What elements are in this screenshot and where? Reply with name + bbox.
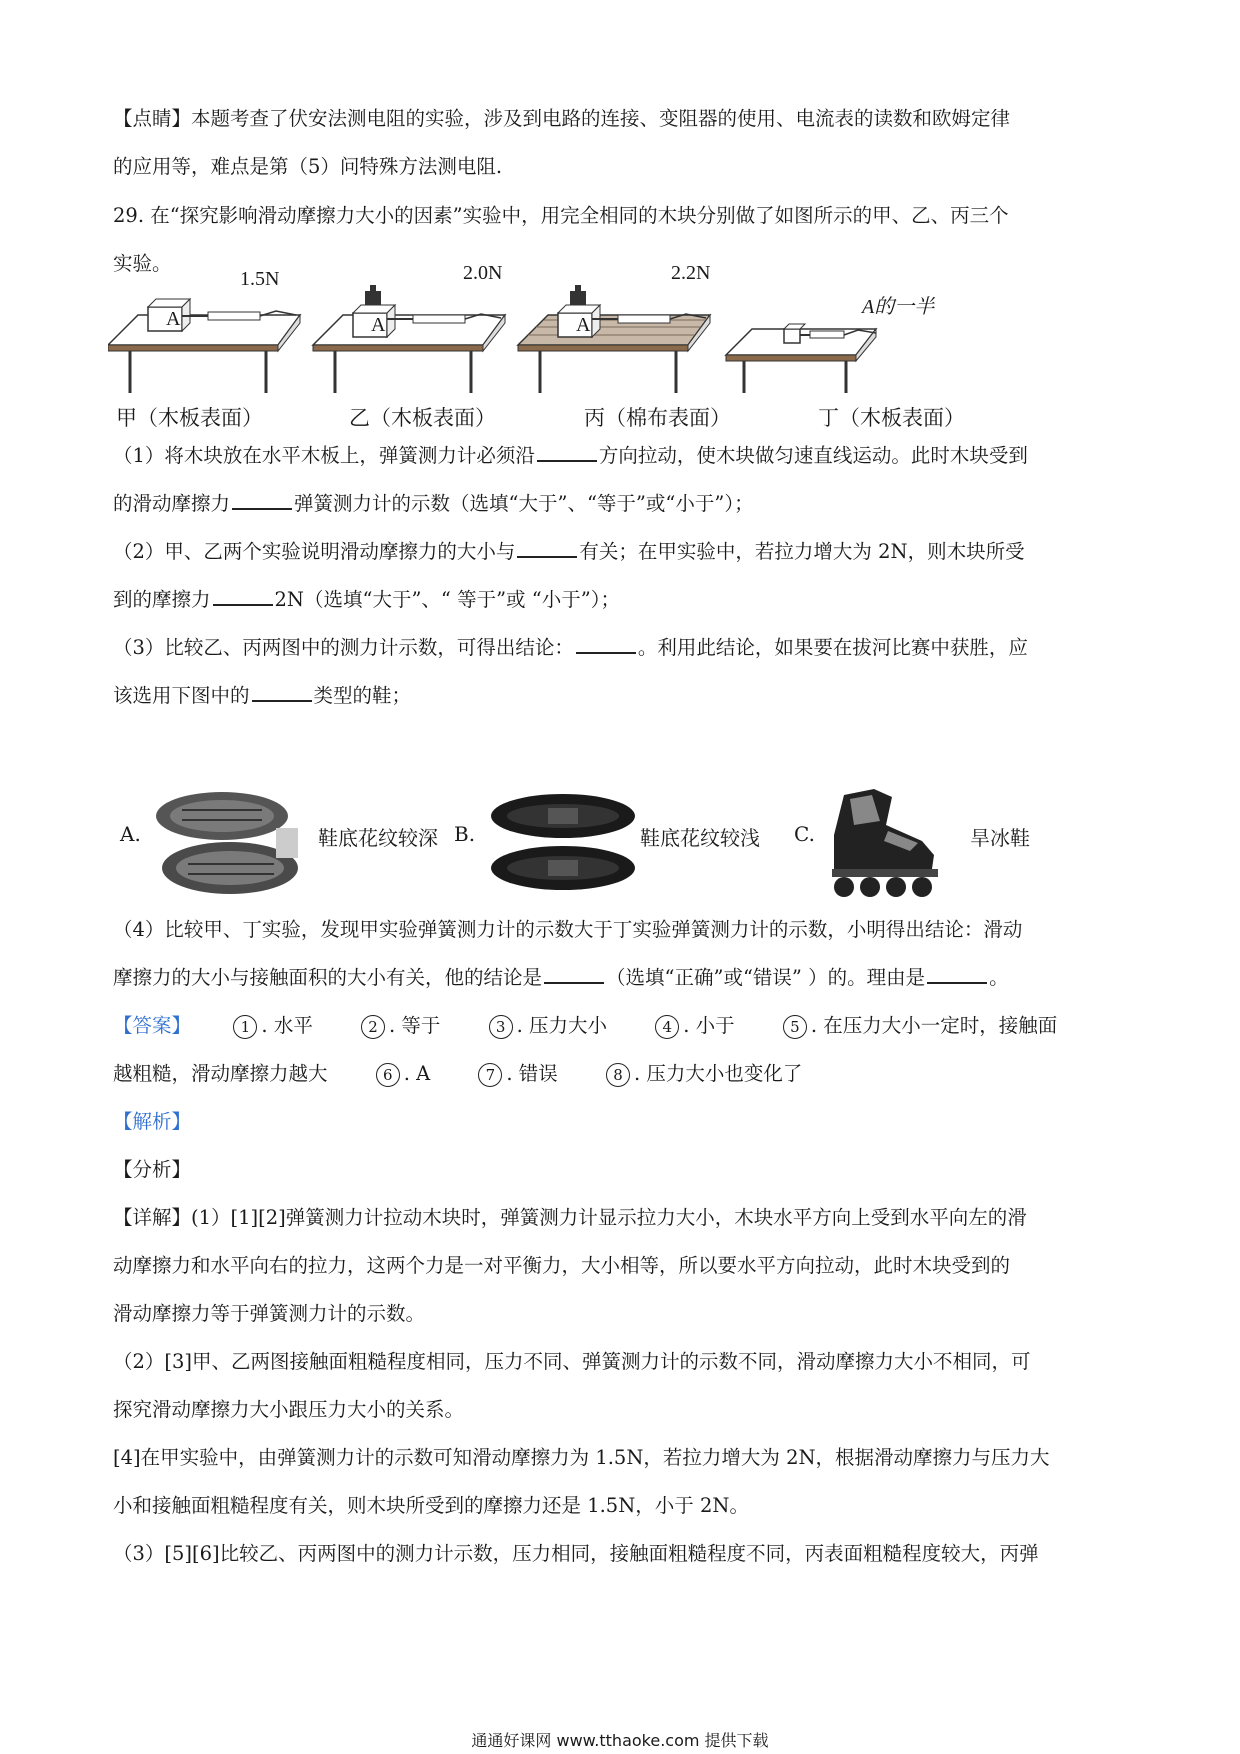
question-29-line1: 29. 在“探究影响滑动摩擦力大小的因素”实验中，用完全相同的木块分别做了如图所示的甲、乙、丙三个 [113,204,1009,227]
option-c-letter: C. [794,822,815,846]
answer-6: 6 . A [376,1062,430,1085]
detail-line6: [4]在甲实验中，由弹簧测力计的示数可知滑动摩擦力为 1.5N，若拉力增大为 2N，根据滑动摩擦力与压力大 [113,1446,1050,1469]
shoe-a-image [152,788,302,898]
force-label-3: 2.2N [671,262,711,284]
option-a-label: 鞋底花纹较深 [318,826,438,850]
block-label-2: A [371,314,386,336]
option-b-letter: B. [454,822,476,846]
figure-ding [726,324,876,393]
block-label-1: A [166,308,181,330]
q2-line1: （2）甲、乙两个实验说明滑动摩擦力的大小与 有关；在甲实验中，若拉力增大为 2N，则木块所受 [113,528,1133,576]
q4-line2: 摩擦力的大小与接触面积的大小有关，他的结论是 （选填“正确”或“错误” ）的。理由是 。 [113,954,1133,1002]
figure-yi [313,285,505,393]
inline-skate-image [814,785,954,900]
option-a-letter: A. [120,822,141,846]
detail-line4: （2）[3]甲、乙两图接触面粗糙程度相同，压力不同、弹簧测力计的示数不同，滑动摩擦力大小不相同，可 [113,1350,1031,1373]
q3-line1: （3）比较乙、丙两图中的测力计示数，可得出结论： 。利用此结论，如果要在拔河比赛中获胜，应 [113,624,1133,672]
answer-label: 【答案】 [113,1014,192,1037]
answer-2: 2 . 等于 [361,1014,440,1037]
detail-line3: 滑动摩擦力等于弹簧测力计的示数。 [113,1302,426,1325]
detail-line8: （3）[5][6]比较乙、丙两图中的测力计示数，压力相同，接触面粗糙程度不同，丙表面粗糙程度较大，丙弹 [113,1542,1039,1565]
q4-line1: （4）比较甲、丁实验，发现甲实验弹簧测力计的示数大于丁实验弹簧测力计的示数，小明得出结论：滑动 [113,918,1023,941]
fenxi-heading: 【分析】 [113,1158,192,1181]
force-label-1: 1.5N [240,268,280,290]
caption-bing: 丙（棉布表面） [584,406,731,430]
blank-6[interactable] [252,680,312,702]
dianjing-line1: 【点睛】本题考查了伏安法测电阻的实验，涉及到电路的连接、变阻器的使用、电流表的读数和欧姆定律 [113,107,1011,130]
caption-jia: 甲（木板表面） [116,406,263,430]
blank-7[interactable] [544,962,604,984]
q2-line2: 到的摩擦力 2N（选填“大于”、“ 等于”或 “小于”）； [113,576,1133,624]
answer-5: 5 . 在压力大小一定时，接触面 [783,1014,1057,1037]
blank-3[interactable] [517,536,577,558]
detail-line7: 小和接触面粗糙程度有关，则木块所受到的摩擦力还是 1.5N，小于 2N。 [113,1494,749,1517]
caption-ding: 丁（木板表面） [818,406,965,430]
detail-line2: 动摩擦力和水平向右的拉力，这两个力是一对平衡力，大小相等，所以要水平方向拉动，此时木块受到的 [113,1254,1011,1277]
shoe-b-image [488,790,638,895]
dianjing-line2: 的应用等，难点是第（5）问特殊方法测电阻. [113,155,503,178]
answer-line1 [113,1002,1133,1050]
detail-line1: 【详解】(1）[1][2]弹簧测力计拉动木块时，弹簧测力计显示拉力大小，木块水平方向上受到水平向左的滑 [113,1206,1027,1229]
q3-line2: 该选用下图中的 类型的鞋； [113,672,1133,720]
option-b-label: 鞋底花纹较浅 [640,826,760,850]
blank-2[interactable] [232,488,292,510]
caption-yi: 乙（木板表面） [349,406,496,430]
answer-3: 3 . 压力大小 [489,1014,607,1037]
experiment-figures [108,285,908,400]
option-c-label: 旱冰鞋 [970,826,1030,850]
answer-line2: 越粗糙，滑动摩擦力越大 6 . A 7 . 错误 8 . 压力大小也变化了 [113,1062,803,1085]
q1-line1: （1）将木块放在水平木板上，弹簧测力计必须沿 方向拉动，使木块做匀速直线运动。此时木块受到 [113,432,1133,480]
force-label-2: 2.0N [463,262,503,284]
answer-1: 1 . 水平 [233,1014,312,1037]
block-label-3: A [576,314,591,336]
blank-5[interactable] [576,632,636,654]
jiexi-heading: 【解析】 [113,1110,192,1133]
figure-jia [108,299,300,393]
answer-4: 4 . 小于 [655,1014,734,1037]
blank-4[interactable] [213,584,273,606]
answer-8: 8 . 压力大小也变化了 [606,1062,802,1085]
detail-line5: 探究滑动摩擦力大小跟压力大小的关系。 [113,1398,465,1421]
blank-1[interactable] [537,440,597,462]
page-footer[interactable]: 通通好课网 www.tthaoke.com 提供下载 [471,1731,769,1750]
figure-bing [518,285,710,393]
question-29-line2: 实验。 [113,252,172,275]
blank-8[interactable] [927,962,987,984]
q1-line2: 的滑动摩擦力 弹簧测力计的示数（选填“大于”、“等于”或“小于”）； [113,480,1133,528]
answer-7: 7 . 错误 [478,1062,557,1085]
force-label-4: A的一半 [862,296,935,318]
